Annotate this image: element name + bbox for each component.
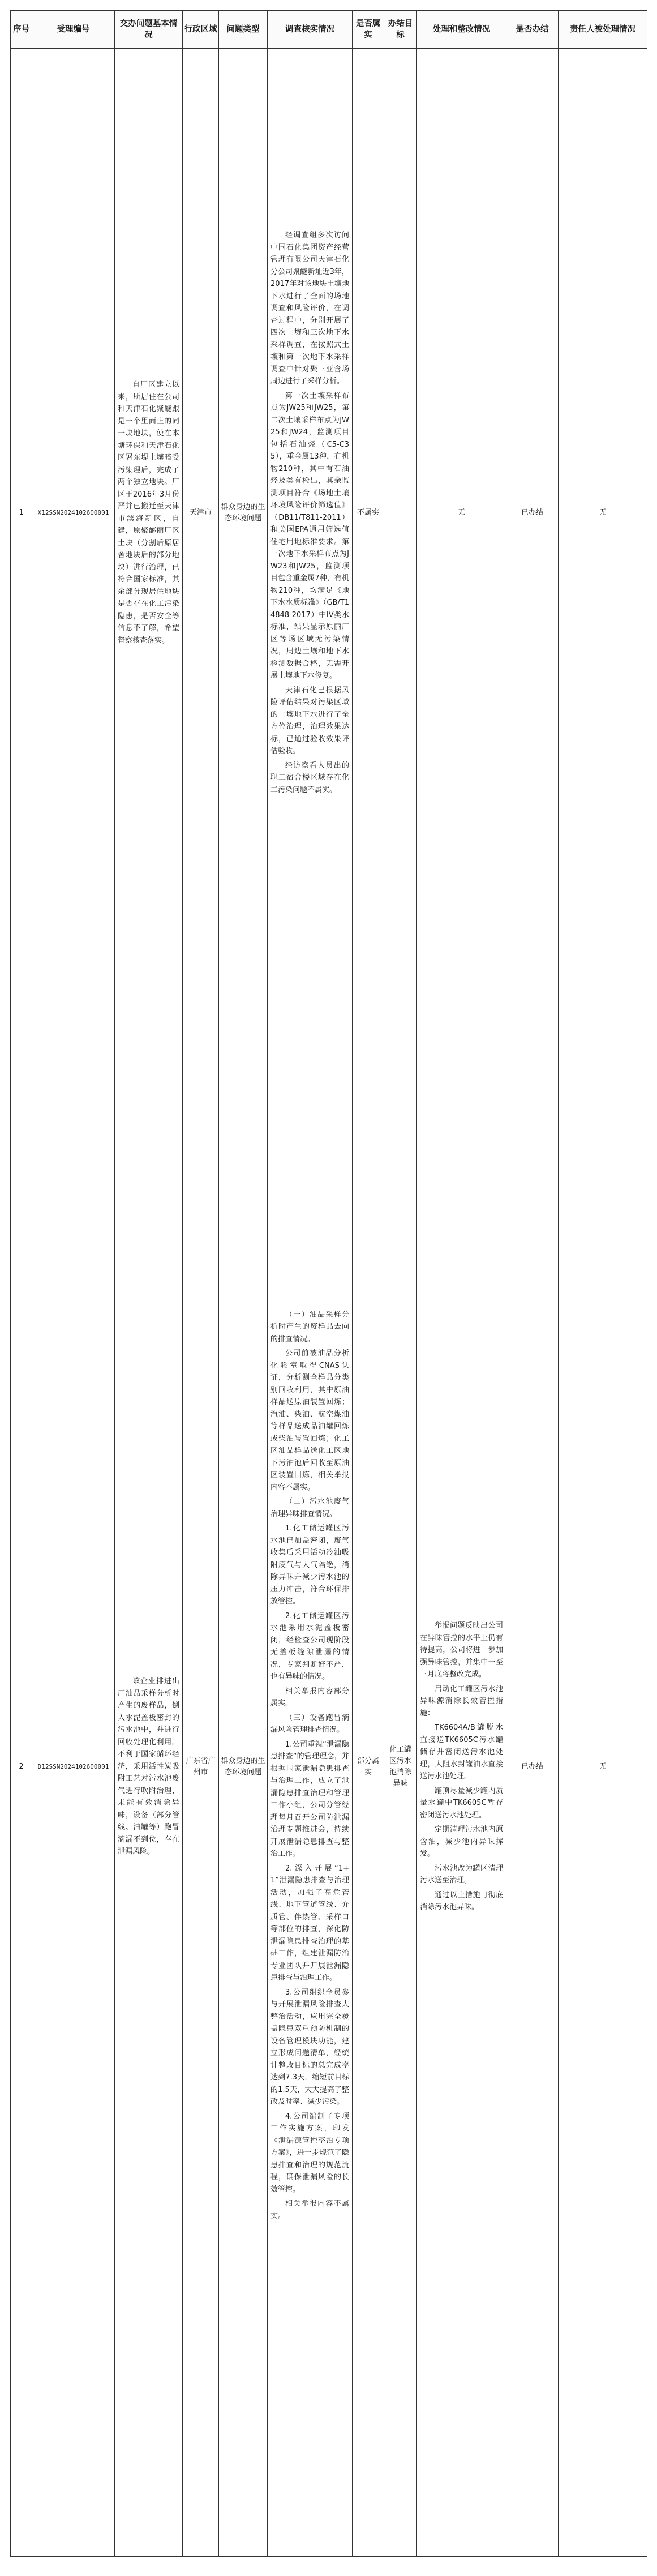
cell-seq: 2 bbox=[11, 977, 32, 2557]
survey-paragraph: 4.公司编制了专项工作实施方案，印发《泄漏源管控整治专项方案》，进一步规范了隐患排查和治理的规范流程，确保泄漏风险的长效管控。 bbox=[270, 2112, 349, 2194]
handling-paragraph: 启动化工罐区污水池异味源消除长效管控措施： bbox=[420, 1684, 503, 1718]
cell-verified: 不属实 bbox=[353, 49, 384, 977]
complaint-table bbox=[10, 10, 647, 2557]
cell-code: X12SSN2024102600001 bbox=[32, 49, 115, 977]
handling-paragraph: TK6604A/B罐脱水直接送TK6605C污水罐储存并密闭送污水池处理，大阻水封罐油水直接送污水池处理。 bbox=[420, 1723, 503, 1781]
cell-accountability: 无 bbox=[559, 977, 647, 2557]
survey-paragraph: （二）污水池废气治理异味排查情况。 bbox=[270, 1497, 349, 1518]
survey-paragraph: 2.化工储运罐区污水池采用水泥盖板密闭，经检查公司现阶段无盖板缝隙泄漏的情况，专家判断好不严，也有异味的情况。 bbox=[270, 1611, 349, 1681]
cell-seq: 1 bbox=[11, 49, 32, 977]
header-code: 受理编号 bbox=[32, 11, 115, 49]
cell-handling: 无 bbox=[417, 49, 506, 977]
header-row bbox=[11, 11, 647, 49]
header-handling: 处理和整改情况 bbox=[417, 11, 506, 49]
survey-paragraph: 天津石化已根据风险评估结果对污染区域的土壤地下水进行了全方位治理，治理效果达标，已通过验收效果评估验收。 bbox=[270, 686, 349, 755]
survey-paragraph: 3.公司组织全员参与开展泄漏风险排查大整治活动，应用完全覆盖隐患双重预防机制的设备管理模块功能，建立形成问题清单，经统计整改目标的总完成率达到7.3天，缩短前目标的1.5天，大大提高了整改及时率、减少污染。 bbox=[270, 1988, 349, 2107]
cell-survey bbox=[268, 977, 353, 2557]
survey-paragraph: 公司前被油品分析化验室取得CNAS认证，分析测全样品分类别回收利用，其中原油样品送原油装置回炼；汽油、柴油、航空煤油等样品送成品油罐回炼或柴油装置回炼；化工区油品样品送化工区地下污油池后回收至原油区装置回炼，相关举报内容不属实。 bbox=[270, 1349, 349, 1492]
cell-goal bbox=[384, 49, 417, 977]
cell-summary bbox=[115, 49, 183, 977]
table-row bbox=[11, 49, 647, 977]
header-accountability: 责任人被处理情况 bbox=[559, 11, 647, 49]
cell-survey bbox=[268, 49, 353, 977]
handling-paragraph: 通过以上措施可彻底消除污水池异味。 bbox=[420, 1890, 503, 1912]
header-seq: 序号 bbox=[11, 11, 32, 49]
header-summary: 交办问题基本情况 bbox=[115, 11, 183, 49]
cell-type: 群众身边的生态环境问题 bbox=[219, 49, 268, 977]
header-region: 行政区域 bbox=[183, 11, 219, 49]
survey-paragraph: 相关举报内容不属实。 bbox=[270, 2200, 349, 2220]
handling-paragraph: 定期清理污水池内原含油，减少池内异味挥发。 bbox=[420, 1825, 503, 1859]
survey-paragraph: 经调查组多次访问中国石化集团资产经营管理有限公司天津石化分公司聚醚新址近3年，2017年对该地块土壤地下水进行了全面的场地调查和风险评价，在调查过程中，分别开展了四次土壤和三次地下水采样调查，在按照式土壤和第一次地下水采样调查中针对聚三亚含场周边进行了采样分析。 bbox=[270, 231, 349, 386]
cell-region: 广东省广州市 bbox=[183, 977, 219, 2557]
header-goal: 办结目标 bbox=[384, 11, 417, 49]
cell-code: D12SSN2024102600001 bbox=[32, 977, 115, 2557]
survey-paragraph: 1.化工储运罐区污水池已加盖密闭，废气收集后采用活动冷油吸附废气与大气隔绝，消除异味并减少污水池的压力冲击，符合环保排放管控。 bbox=[270, 1524, 349, 1606]
handling-paragraph: 污水池改为罐区清理污水送至治理。 bbox=[420, 1864, 503, 1885]
survey-paragraph: 相关举报内容部分属实。 bbox=[270, 1687, 349, 1708]
survey-paragraph: 经访察看人员出的职工宿舍楼区域存在化工污染问题不属实。 bbox=[270, 761, 349, 794]
cell-summary bbox=[115, 977, 183, 2557]
header-closed: 是否办结 bbox=[506, 11, 559, 49]
cell-verified: 部分属实 bbox=[353, 977, 384, 2557]
survey-paragraph: 2.深入开展“1+1”泄漏隐患排查与治理活动，加强了高危管线、地下管道管线、介质管、伴热管、采样口等部位的排查，深化防泄漏隐患排查治理的基础工作，组建泄漏防治专业团队并开展泄漏隐患排查与治理工作。 bbox=[270, 1864, 349, 1983]
cell-region: 天津市 bbox=[183, 49, 219, 977]
handling-paragraph: 罐顶尽量减少罐内质量水罐中TK6605C暂存密闭送污水池处理。 bbox=[420, 1786, 503, 1820]
cell-type: 群众身边的生态环境问题 bbox=[219, 977, 268, 2557]
handling-paragraph: 举报问题反映出公司在异味管控的水平上仍有待提高，公司将进一步加强异味管控，并集中一至三月底将整改完成。 bbox=[420, 1621, 503, 1679]
cell-goal: 化工罐区污水池消除异味 bbox=[384, 977, 417, 2557]
header-type: 问题类型 bbox=[219, 11, 268, 49]
header-survey: 调查核实情况 bbox=[268, 11, 353, 49]
survey-paragraph: 1.公司重视“泄漏隐患排查”的管理理念，并根据国家泄漏隐患排查与治理工作，成立了泄漏隐患排查治理和管理工作小组，公司分管经理每月召开公司防泄漏治理专题推进会，持续开展泄漏隐患排查与整治工作。 bbox=[270, 1740, 349, 1859]
cell-closed: 已办结 bbox=[506, 49, 559, 977]
cell-accountability: 无 bbox=[559, 49, 647, 977]
summary-paragraph: 该企业排进出厂油品采样分析时产生的废样品，倒入水泥盖板密封的污水池中，并进行回收处理化利用。不利于国家循环经济，采用活性炭吸附工艺对污水池废气进行吹附治理，未能有效消除异味，设备（部分管线、油罐等）跑冒滴漏不到位，存在泄漏风险。 bbox=[118, 1677, 179, 1856]
cell-handling bbox=[417, 977, 506, 2557]
survey-paragraph: （一）油品采样分析时产生的废样品去向的排查情况。 bbox=[270, 1310, 349, 1343]
survey-paragraph: （三）设备跑冒滴漏风险管理排查情况。 bbox=[270, 1713, 349, 1735]
summary-paragraph: 自厂区建立以来，所居住在公司和天津石化聚醚跟是一个里面上的同一块地块，使在本塘环保和天津石化区署东堤土壤暗受污染理后，完成了两个独立地块。厂区于2016年3月份严并已搬迁至天津市滨海新区，自建，原聚醚丽厂区土块（分割后原居舍地块后的部分地块）进行治理，已符合国家标准，其余部分现居住地块是否存在化工污染隐患，是否安全等信息不了解，希望督察核查落实。 bbox=[118, 380, 179, 645]
cell-closed: 已办结 bbox=[506, 977, 559, 2557]
header-verified: 是否属实 bbox=[353, 11, 384, 49]
survey-paragraph: 第一次土壤采样布点为JW25和JW25，第二次土壤采样布点为JW25和JW24，监测项目包括石油烃（C5-C35），重金属13种，有机物210种，其中有石油烃及类有检出，其余监测项目符合《场地土壤环境风险评价筛选值》（DB11/T811-2011）和美国EPA通用筛选值住宅用地标准要求。第一次地下水采样布点为JW23和JW25，监测项目包含重金属7种，有机物210种，均满足《地下水水质标准》（GB/T14848-2017）中IV类水标准，结果显示原丽厂区等场区域无污染情况，周边土壤和地下水检测数据合格，无需开展土壤地下水修复。 bbox=[270, 391, 349, 680]
table-row bbox=[11, 977, 647, 2557]
